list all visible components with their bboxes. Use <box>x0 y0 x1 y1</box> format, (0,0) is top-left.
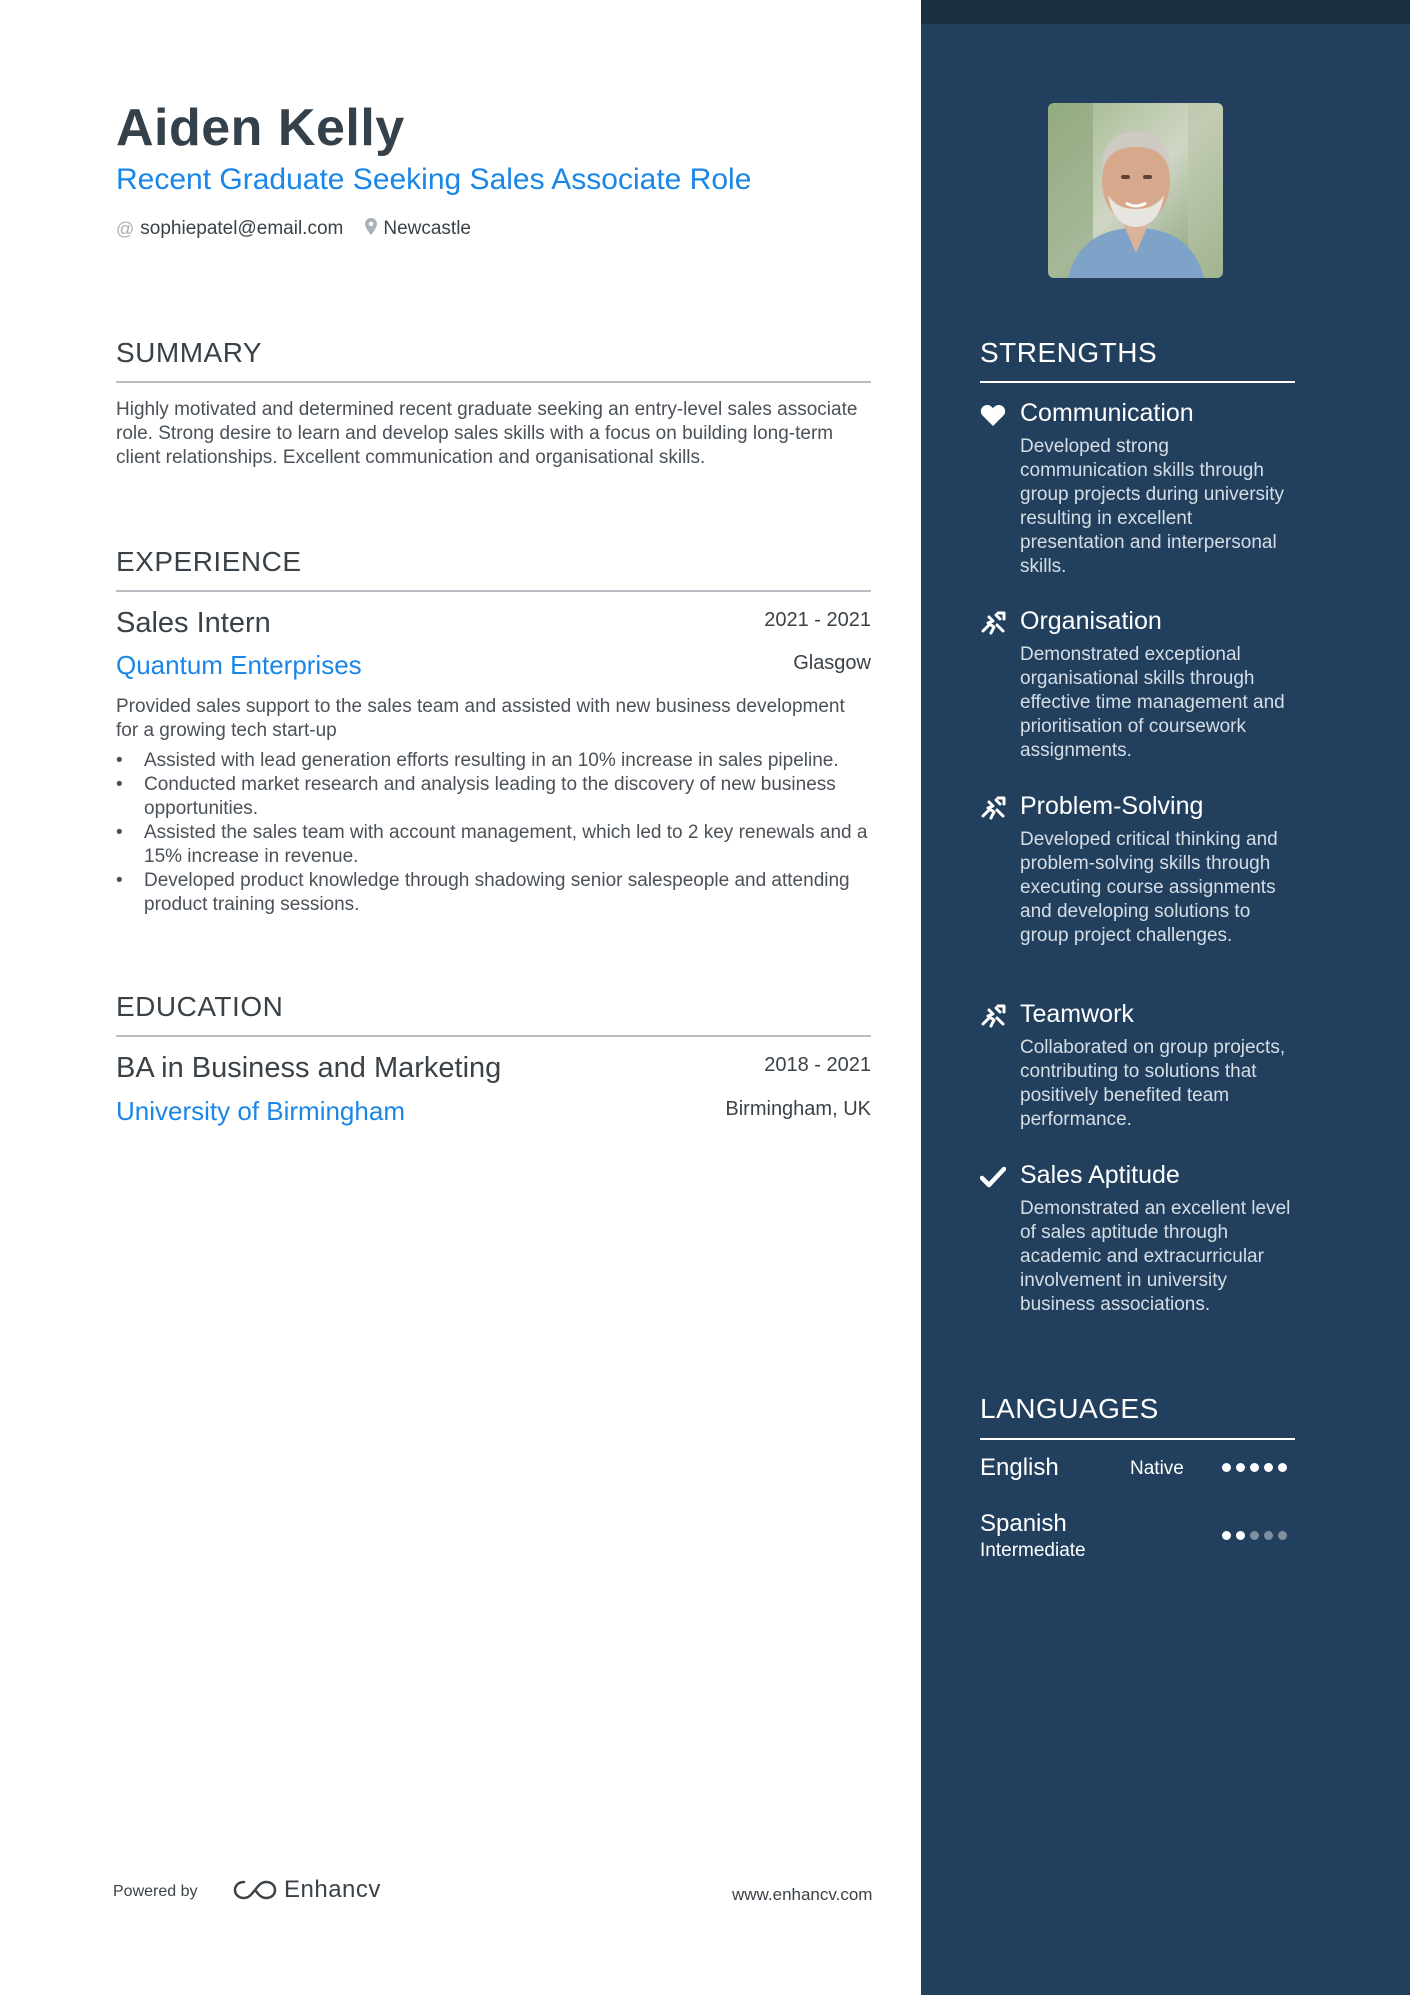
strength-title: Problem-Solving <box>1020 792 1204 820</box>
job-bullets <box>116 749 871 917</box>
languages-title: LANGUAGES <box>980 1393 1159 1424</box>
candidate-name: Aiden Kelly <box>116 99 405 157</box>
languages-divider <box>980 1438 1295 1440</box>
rating-dot <box>1222 1463 1231 1472</box>
strengths-title: STRENGTHS <box>980 337 1158 368</box>
rating-dot <box>1278 1531 1287 1540</box>
website-link[interactable]: www.enhancv.com <box>732 1885 873 1904</box>
school-name: University of Birmingham <box>116 1096 405 1126</box>
list-item: • Assisted with lead generation efforts resulting in an 10% increase in sales pipeline. <box>116 749 871 773</box>
rating-dot <box>1236 1531 1245 1540</box>
strength-title: Sales Aptitude <box>1020 1161 1180 1189</box>
company-name: Quantum Enterprises <box>116 650 362 680</box>
language-level: Native <box>1130 1458 1184 1479</box>
strengths-divider <box>980 381 1295 383</box>
rating-dot <box>1264 1463 1273 1472</box>
enhancv-logo[interactable] <box>232 1876 381 1904</box>
degree: BA in Business and Marketing <box>116 1052 502 1084</box>
rating-dot <box>1278 1463 1287 1472</box>
job-location: Glasgow <box>793 652 871 674</box>
brand-name: Enhancv <box>284 1876 381 1903</box>
language-level: Intermediate <box>980 1540 1086 1561</box>
job-dates: 2021 - 2021 <box>764 609 871 631</box>
job-description: Provided sales support to the sales team and assisted with new business development for a growing tech start-up <box>116 696 845 741</box>
strength-title: Organisation <box>1020 607 1162 635</box>
language-name: Spanish <box>980 1510 1067 1537</box>
list-item: • Developed product knowledge through shadowing senior salespeople and attending product training sessions. <box>116 869 871 917</box>
at-icon: @ <box>116 218 135 239</box>
strength-description: Demonstrated an excellent level of sales aptitude through academic and extracurricular involvement in university business associations. <box>1020 1198 1291 1315</box>
strength-description: Developed critical thinking and problem-solving skills through executing course assignments and developing solutions to group project challenges. <box>1020 829 1278 946</box>
language-rating <box>1222 1531 1287 1540</box>
strength-title: Communication <box>1020 399 1194 427</box>
strength-title: Teamwork <box>1020 1000 1134 1028</box>
strength-description: Collaborated on group projects, contributing to solutions that positively benefited team performance. <box>1020 1037 1286 1130</box>
list-item: • Conducted market research and analysis leading to the discovery of new business opportunities. <box>116 773 871 821</box>
flash-icon <box>980 611 1006 635</box>
location: Newcastle <box>383 218 471 239</box>
list-item: • Assisted the sales team with account management, which led to 2 key renewals and a 15% increase in revenue. <box>116 821 871 869</box>
sidebar-top-bar <box>921 0 1410 24</box>
education-title: EDUCATION <box>116 991 284 1022</box>
language-name: English <box>980 1454 1059 1481</box>
summary-text: Highly motivated and determined recent graduate seeking an entry-level sales associate role. Strong desire to learn and develop sales skills with a focus on building long-term client relationships. Excellent communication and organisational skills. <box>116 399 858 468</box>
sidebar <box>921 0 1410 1995</box>
strength-description: Demonstrated exceptional organisational skills through effective time management and prioritisation of coursework assignments. <box>1020 644 1285 761</box>
headline: Recent Graduate Seeking Sales Associate Role <box>116 163 752 196</box>
summary-title: SUMMARY <box>116 337 263 368</box>
location-pin-icon <box>365 218 377 240</box>
flash-icon <box>980 796 1006 820</box>
education-dates: 2018 - 2021 <box>764 1054 871 1076</box>
check-icon <box>980 1165 1006 1189</box>
rating-dot <box>1250 1463 1259 1472</box>
job-title: Sales Intern <box>116 607 271 639</box>
rating-dot <box>1250 1531 1259 1540</box>
rating-dot <box>1264 1531 1273 1540</box>
strength-description: Developed strong communication skills through group projects during university resulting in excellent presentation and interpersonal skills. <box>1020 436 1285 577</box>
experience-title: EXPERIENCE <box>116 546 302 577</box>
experience-divider <box>116 590 871 592</box>
rating-dot <box>1222 1531 1231 1540</box>
flash-icon <box>980 1004 1006 1028</box>
email[interactable]: sophiepatel@email.com <box>140 218 344 239</box>
rating-dot <box>1236 1463 1245 1472</box>
heart-icon <box>980 403 1006 427</box>
contact-row <box>116 218 471 240</box>
summary-divider <box>116 381 871 383</box>
education-location: Birmingham, UK <box>725 1098 871 1120</box>
powered-by: Powered by <box>113 1883 198 1900</box>
education-divider <box>116 1035 871 1037</box>
infinity-icon <box>232 1877 278 1903</box>
profile-photo <box>1048 103 1223 278</box>
language-rating <box>1222 1463 1287 1472</box>
